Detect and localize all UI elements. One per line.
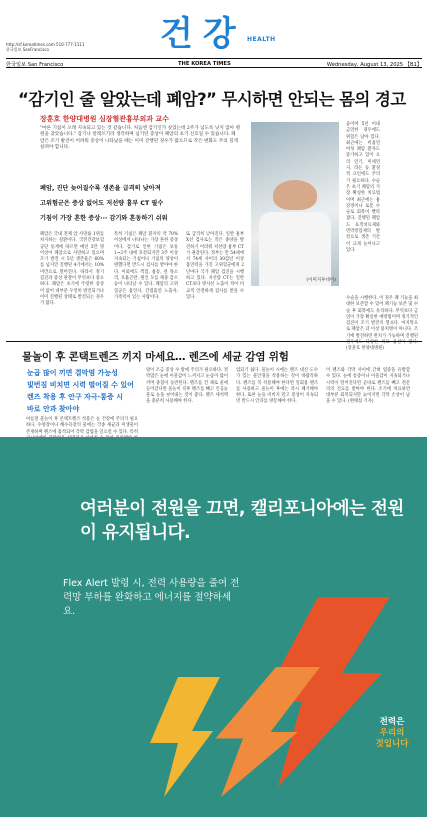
article-subhead: 기침이 가장 흔한 증상··· 감기와 혼동하기 쉬워 [40,215,168,222]
article-subhead: 눈곱 많이 끼면 결막염 가능성 [27,369,118,377]
article-column: 이 렌즈와 각막 사이에 갇혀 염증을 유발할 수 있다. 눈에 통증이나 이물감이 지속되거나 시력이 떨어진다면 곧바로 렌즈를 빼고 전문의의 진료를 받아야 한다. 조기에 치료하면 대부분 회복되지만 늦어지면 각막 손상이 남을 수 있다. (변태섭 기자) [326,368,410,405]
article-column: 염되기 쉽다. 물놀이 시에는 렌즈 대신 도수가 있는 물안경을 착용하는 것이 바람직하다. 렌즈를 꼭 착용해야 한다면 일회용 렌즈를 사용하고 물놀이 후에는 즉시 폐기해야 한다. 또한 눈을 비비지 말고 증상이 지속되면 반드시 안과를 방문해야 한다. [236,368,318,405]
ad-tagline [362,717,422,750]
article-author: 장훈호 한양대병원 심장혈관흉부외과 교수 [40,115,170,123]
section-divider [6,341,422,342]
article-subhead: 바로 안과 찾아야 [27,405,80,413]
paper-location: 한국일보 San Francisco [6,61,64,68]
article-headline: “감기인 줄 알았는데 폐암?” 무시하면 안되는 몸의 경고 [18,90,406,109]
article-column: 여름철 물놀이 후 콘택트렌즈 착용은 눈 건강에 주의가 필요하다. 수영장이나 해수욕장의 물에는 각종 세균과 미생물이 존재하며 렌즈에 흡착되어 각막 감염을 일으킬 수 있다. 특히 [26,417,138,435]
lightning-bolt-icon [150,677,220,797]
article-column: 또 급격히 낮아진다. 일반 흉부 X선 검사로는 작은 종양을 발견하기 어려워 저선량 흉부 CT가 권장된다. 정부는 만 54세에서 74세 사이의 30갑년 이상 흡연력을 가진 고위험군에게 2년마다 국가 폐암 검진을 시행하고 있다. 저선량 CT는 일반 CT보다 방사선 노출이 적어 비교적 안전하게 검사를 받을 수 있다. [186,232,244,300]
ad-tagline-line: 우리의 [379,728,405,738]
article-column: 음이며 5년 이내 금연한 경우에도 위험은 남아 있다. 최근에는 비흡연 여성 폐암 환자도 증가하고 있어 요리 연기, 미세먼지, 라돈 등 환경적 요인에도 주의가 필요하다. 수술은 초기 폐암의 가장 확실한 치료법이며 최근에는 흉강경이나 로봇 수술로 회복이 빨라졌다. 진행된 폐암도 표적치료제와 면역항암제의 발전으로 생존 기간이 크게 늘어나고 있다. [346,122,380,253]
article-column: 양이 조금 증상 수 밖에 주의가 필요하다. 결막염은 눈에 이물감이 느껴지고 눈곱이 많이 끼며 충혈이 동반된다. 렌즈를 낀 채로 물에 들어갔다면 물놀이 직후 렌즈를 빼고 인공눈물로 눈을 씻어내는 것이 좋다. 렌즈 세척액을 충분히 사용해야 한다. [146,368,228,405]
contact-info [6,42,84,52]
article-column: 특히 기침은 폐암 환자의 약 70% 이상에서 나타나는 가장 흔한 증상이다. 감기로 인한 기침은 보통 1~2주 내에 호전되지만 3주 이상 지속되는 기침이나 기침의 양상이 변했다면 반드시 검사를 받아야 한다. 이외에도 객혈, 흉통, 쉰 목소리, 호흡곤란, 원인 모를 체중 감소 등이 나타날 수 있다. 폐암의 고위험군은 흡연자, 간접흡연 노출자, 가족력이 있는 사람이다. [114,232,178,300]
article-subhead: 렌즈 착용 후 안구 자극·통증 시 [27,393,123,401]
photo-hand [273,180,317,210]
ad-tagline-line: 것입니다 [375,739,409,749]
contact-line: 한국일보 SanFrancisco [6,47,49,52]
article-headline: 물놀이 후 콘택트렌즈 끼지 마세요… 렌즈에 세균 감염 위험 [22,351,289,363]
article-subhead: 고위험군은 증상 없어도 저선량 흉부 CT 필수 [40,200,164,207]
issue-date: Wednesday, August 13, 2025 【B1】 [326,61,422,68]
paper-name: THE KOREA TIMES [178,60,231,67]
contact-line: http://sf.koreatimes.com 510-777-1111 [6,42,85,47]
ad-headline: 여러분이 전원을 끄면, 캘리포니아에는 전원이 유지됩니다. [80,499,404,543]
article-subhead: 빛번짐 비치면 시력 떨어질 수 있어 [27,381,134,389]
article-photo [251,122,339,286]
article-column: 수술을 시행한다. 이 경우 폐 기능을 최대한 보존할 수 있어 폐기능 보존 및 수술 후 회복에도 유리하다. 무엇보다 금연이 가장 확실한 예방법이며 정기적인 검진이 조기 발견의 열쇠다. 마지막으로 폐암은 더 이상 불치병이 아니다. 조기에 발견하면 완치가 가능하며 진행된 경우에도 다양한 치료 옵션이 있다. (장훈호 한양대병원) [346,296,418,352]
article-column: 폐암은 국내 전체 암 사망률 1위를 차지하는 질환이다. 국민건강보험공단 통계에 따르면 매년 3만 명 이상이 폐암으로 사망하고 있으며 조기 발견 시 5년 생존율은 60%를 넘지만 진행된 4기에서는 10% 미만으로 떨어진다. 따라서 정기 검진과 증상 관찰이 무엇보다 중요하다. 폐암은 초기에 뚜렷한 증상이 없어 대부분 우연히 발견되거나 이미 진행된 상태로 발견되는 경우가 많다. [40,232,104,307]
top-bar [6,58,422,68]
photo-credit: (이미지투데이) [306,278,336,283]
ad-tagline-line: 전력은 [379,717,405,727]
section-title: 건강 [160,14,246,54]
article-subhead: 폐암, 진단 늦어질수록 생존율 급격히 낮아져 [40,185,161,192]
photo-shirt [259,212,331,286]
ad-body: Flex Alert 발령 시, 전력 사용량을 줄여 전력망 부하를 완화하고 에너지를 절약하세요. [63,578,240,617]
section-subtitle: HEALTH [247,36,276,43]
article-lede: "마른 기침이 오래 지속되고 있는 것 같습니다. 처음엔 감기인가 싶었는데 2주가 넘도록 낫지 않아 병원을 찾았습니다." 감기나 알레르기라 생각하며 넘기던 증상이 폐암의 초기 신호일 수 있습니다. 폐암은 조기 발견이 어려워 증상이 나타났을 때는 이미 진행된 경우가 많으므로 작은 변화도 주의 깊게 살펴야 합니다. [40,126,241,151]
masthead [0,0,427,60]
advertisement[interactable] [0,437,427,817]
